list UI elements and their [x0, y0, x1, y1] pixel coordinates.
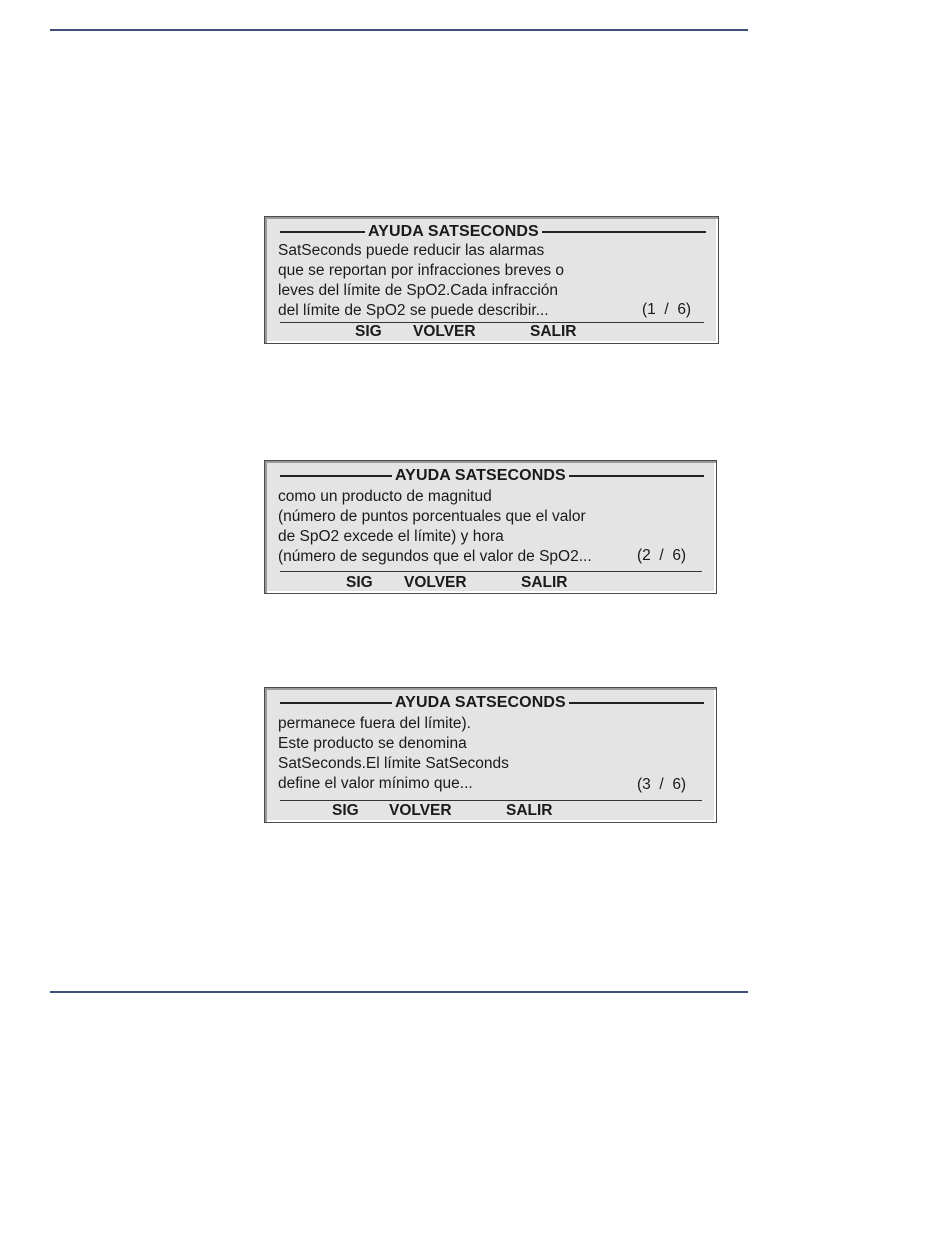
title-divider-right [569, 702, 704, 704]
help-screen-page-2 [264, 460, 717, 594]
help-text-line: Este producto se denomina [278, 735, 467, 752]
page-indicator: (1 / 6) [642, 301, 692, 318]
title-divider-right [542, 231, 706, 233]
back-button[interactable]: VOLVER [404, 574, 467, 591]
help-text [278, 241, 564, 321]
help-text-line: (número de segundos que el valor de SpO2... [278, 548, 592, 565]
next-button[interactable]: SIG [346, 574, 373, 591]
exit-button[interactable]: SALIR [521, 574, 568, 591]
screen-title-bar [280, 692, 704, 714]
help-screen-page-3 [264, 687, 717, 823]
help-text-line: como un producto de magnitud [278, 488, 492, 505]
help-text-line: permanece fuera del límite). [278, 715, 471, 732]
screen-title-bar [280, 465, 704, 487]
exit-button[interactable]: SALIR [506, 802, 553, 819]
help-text-line: de SpO2 excede el límite) y hora [278, 528, 504, 545]
softkey-divider [280, 571, 702, 572]
title-divider-left [280, 475, 392, 477]
help-text-line: SatSeconds.El límite SatSeconds [278, 755, 509, 772]
title-divider-left [280, 702, 392, 704]
softkey-divider [280, 800, 702, 801]
title-divider-left [280, 231, 365, 233]
next-button[interactable]: SIG [332, 802, 359, 819]
page-indicator: (3 / 6) [637, 776, 687, 793]
help-text-line: SatSeconds puede reducir las alarmas [278, 242, 545, 259]
screen-title: AYUDA SATSECONDS [395, 467, 566, 484]
title-divider-right [569, 475, 704, 477]
back-button[interactable]: VOLVER [413, 323, 476, 340]
screen-title: AYUDA SATSECONDS [395, 694, 566, 711]
next-button[interactable]: SIG [355, 323, 382, 340]
footer-rule [50, 991, 748, 993]
page-indicator: (2 / 6) [637, 547, 687, 564]
screen-title: AYUDA SATSECONDS [368, 223, 539, 240]
help-text-line: define el valor mínimo que... [278, 775, 473, 792]
help-text-line: del límite de SpO2 se puede describir... [278, 302, 549, 319]
help-text [278, 714, 509, 794]
screen-title-bar [280, 221, 706, 243]
help-text-line: (número de puntos porcentuales que el valor [278, 508, 586, 525]
help-screen-page-1 [264, 216, 719, 344]
help-text-line: que se reportan por infracciones breves o [278, 262, 565, 279]
exit-button[interactable]: SALIR [530, 323, 577, 340]
back-button[interactable]: VOLVER [389, 802, 452, 819]
header-rule [50, 29, 748, 31]
help-text-line: leves del límite de SpO2.Cada infracción [278, 282, 559, 299]
help-text [278, 487, 592, 567]
softkey-divider [280, 322, 704, 323]
